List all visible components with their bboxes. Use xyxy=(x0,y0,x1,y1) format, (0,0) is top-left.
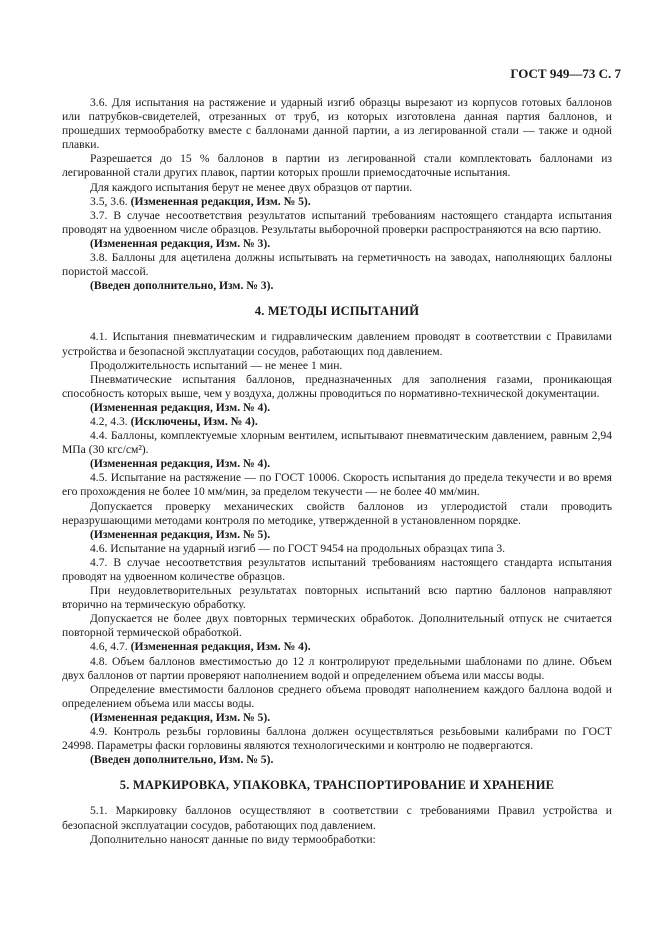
amendment-note: (Измененная редакция, Изм. № 5). xyxy=(90,527,271,541)
paragraph: 3.6. Для испытания на растяжение и ударный изгиб образцы вырезают из корпусов готовых баллонов или патрубков-свидетелей, отрезанных от труб, из которых изготовлена данная партия баллонов, и прошедших термообработку вместе с баллонами данной партии, а из легированной стали — также и одной плавки. xyxy=(62,96,612,152)
page-header: ГОСТ 949—73 С. 7 xyxy=(510,66,621,81)
paragraph: Продолжительность испытаний — не менее 1 мин. xyxy=(90,358,343,372)
amendment-note: (Измененная редакция, Изм. № 3). xyxy=(90,236,271,250)
amendment-note xyxy=(62,415,612,429)
paragraph: 4.5. Испытание на растяжение — по ГОСТ 10006. Скорость испытания до предела текучести и во время его прохождения не более 10 мм/мин, за пределом текучести — не более 40 мм/мин. xyxy=(62,471,612,499)
paragraph: Разрешается до 15 % баллонов в партии из легированной стали комплектовать баллонами из легированной стали других плавок, партии которых прошли приемосдаточные испытания. xyxy=(62,152,612,180)
paragraph: При неудовлетворительных результатах повторных испытаний всю партию баллонов направляют вторично на термическую обработку. xyxy=(62,584,612,612)
paragraph: Допускается не более двух повторных термических обработок. Дополнительный отпуск не считается повторной термической обработкой. xyxy=(62,612,612,640)
amendment-note xyxy=(62,640,612,654)
amendment-note: (Измененная редакция, Изм. № 4). xyxy=(90,457,271,471)
paragraph: 4.4. Баллоны, комплектуемые хлорным вентилем, испытывают пневматическим давлением, равным 2,94 МПа (30 кгс/см²). xyxy=(62,429,612,457)
paragraph: 3.8. Баллоны для ацетилена должны испытывать на герметичность на заводах, наполняющих баллоны пористой массой. xyxy=(62,251,612,279)
amendment-text: (Измененная редакция, Изм. № 5). xyxy=(130,194,311,208)
paragraph: Определение вместимости баллонов среднего объема проводят наполнением каждого баллона водой и определением объема или массы воды. xyxy=(62,682,612,710)
clause-number: 4.2, 4.3. xyxy=(90,414,131,428)
paragraph: 4.1. Испытания пневматическим и гидравлическим давлением проводят в соответствии с Правилами устройства и безопасной эксплуатации сосудов, работающих под давлением. xyxy=(62,330,612,358)
amendment-text: (Измененная редакция, Изм. № 4). xyxy=(130,640,311,654)
amendment-note: (Введен дополнительно, Изм. № 3). xyxy=(90,279,274,293)
amendment-note xyxy=(62,195,612,209)
paragraph: 4.8. Объем баллонов вместимостью до 12 л контролируют предельными шаблонами по длине. Объем двух баллонов от партии проверяют наполнением водой и определением объема или массы воды. xyxy=(62,654,612,682)
amendment-text: (Исключены, Изм. № 4). xyxy=(130,414,258,428)
paragraph: 3.7. В случае несоответствия результатов испытаний требованиям настоящего стандарта испытания проводят на удвоенном числе образцов. Результаты выборочной проверки распространяются на всю партию. xyxy=(62,208,612,236)
paragraph: Пневматические испытания баллонов, предназначенных для заполнения газами, проникающая способность которых выше, чем у воздуха, должны проводиться по нормативно-технической документации. xyxy=(62,372,612,400)
paragraph: Допускается проверку механических свойств баллонов из углеродистой стали проводить неразрушающими методами контроля по методике, утвержденной в установленном порядке. xyxy=(62,499,612,527)
section-heading: 4. МЕТОДЫ ИСПЫТАНИЙ xyxy=(254,304,420,319)
clause-number: 3.5, 3.6. xyxy=(90,194,131,208)
document-body xyxy=(62,96,612,847)
amendment-note: (Измененная редакция, Изм. № 5). xyxy=(90,710,271,724)
paragraph: Для каждого испытания берут не менее двух образцов от партии. xyxy=(90,180,413,194)
paragraph: Дополнительно наносят данные по виду термообработки: xyxy=(90,832,376,846)
paragraph: 4.9. Контроль резьбы горловины баллона должен осуществляться резьбовыми калибрами по ГОСТ 24998. Параметры фаски горловины являются технологическими и контролю не подвергаются. xyxy=(62,725,612,753)
amendment-note: (Измененная редакция, Изм. № 4). xyxy=(90,400,271,414)
paragraph: 5.1. Маркировку баллонов осуществляют в соответствии с требованиями Правил устройства и безопасной эксплуатации сосудов, работающих под давлением. xyxy=(62,804,612,832)
paragraph: 4.7. В случае несоответствия результатов испытаний требованиям настоящего стандарта испытания проводят на удвоенном количестве образцов. xyxy=(62,555,612,583)
paragraph: 4.6. Испытание на ударный изгиб — по ГОСТ 9454 на продольных образцах типа 3. xyxy=(90,541,506,555)
clause-number: 4.6, 4.7. xyxy=(90,640,131,654)
amendment-note: (Введен дополнительно, Изм. № 5). xyxy=(90,753,274,767)
section-heading: 5. МАРКИРОВКА, УПАКОВКА, ТРАНСПОРТИРОВАНИЕ И ХРАНЕНИЕ xyxy=(119,778,555,793)
